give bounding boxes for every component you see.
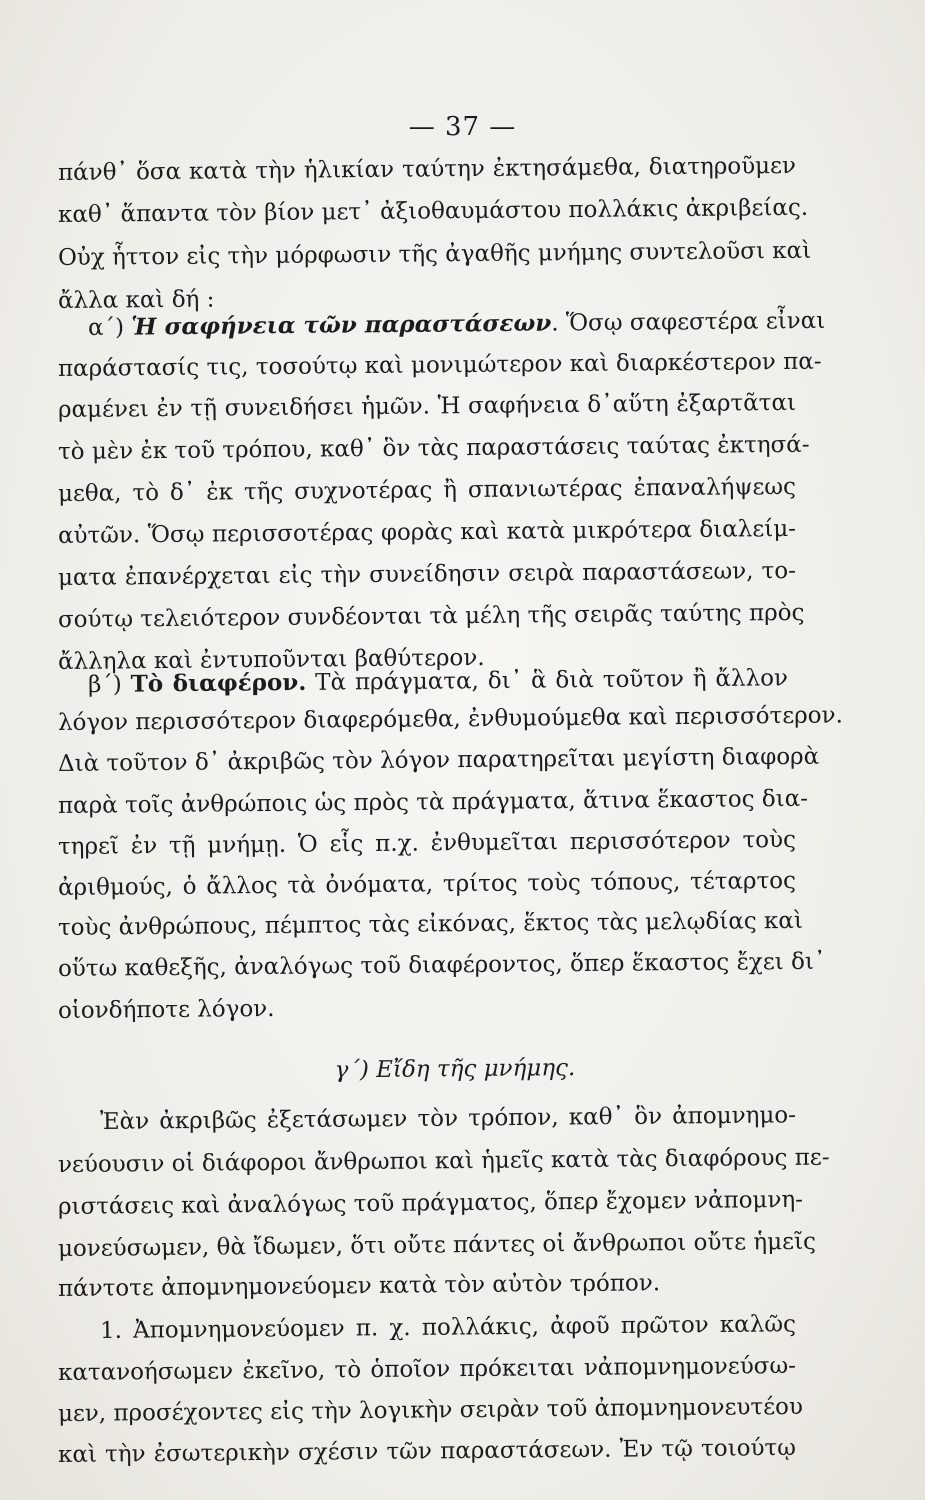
section-b-heading: Τὸ διαφέρον.	[130, 668, 307, 698]
text-line: παράστασίς τις, τοσούτῳ καὶ μονιμώτερον καὶ διαρκέστερον πα-	[57, 348, 822, 382]
section-a-heading: Ἡ σαφήνεια τῶν παραστάσεων	[131, 309, 552, 341]
text-line: τοὺς ἀνθρώπους, πέμπτος τὰς εἰκόνας, ἕκτος τὰς μελῳδίας καὶ	[57, 907, 804, 941]
text-line: καθ᾽ ἅπαντα τὸν βίον μετ᾽ ἀξιοθαυμάστου πολλάκις ἀκριβείας.	[57, 194, 809, 228]
text-line: μεθα, τὸ δ᾽ ἐκ τῆς συχνοτέρας ἢ σπανιωτέρας ἐπαναλήψεως	[57, 473, 797, 507]
section-b-line	[88, 663, 788, 700]
text-line: λόγον περισσότερον διαφερόμεθα, ἐνθυμούμεθα καὶ περισσότερον.	[57, 702, 844, 736]
section-c-heading: γ΄) Εἴδη τῆς μνήμης.	[334, 1055, 576, 1084]
text-line: μονεύσωμεν, θὰ ἴδωμεν, ὅτι οὔτε πάντες οἱ ἄνθρωποι οὔτε ἡμεῖς	[57, 1228, 817, 1262]
text-line: μεν, προσέχοντες εἰς τὴν λογικὴν σειρὰν τοῦ ἀπομνημονευτέου	[57, 1393, 804, 1427]
text-line: ἄλληλα καὶ ἐντυποῦνται βαθύτερον.	[57, 644, 485, 675]
text-line: κατανοήσωμεν ἐκεῖνο, τὸ ὁποῖον πρόκειται νἀπομνημονεύσω-	[57, 1352, 797, 1386]
text-line: σούτῳ τελειότερον συνδέονται τὰ μέλη τῆς σειρᾶς ταύτης πρὸς	[57, 599, 805, 633]
text-line: ἄλλα καὶ δή :	[57, 286, 215, 314]
section-a-marker: α΄)	[87, 314, 132, 341]
section-a-line	[87, 306, 826, 343]
text-line: Οὐχ ἧττον εἰς τὴν μόρφωσιν τῆς ἀγαθῆς μνήμης συντελοῦσι καὶ	[57, 237, 812, 271]
text-line: ραμένει ἐν τῇ συνειδήσει ἡμῶν. Ἡ σαφήνεια δ᾽αὕτη ἐξαρτᾶται	[57, 389, 797, 423]
section-b-text: Τὰ πράγματα, δι᾽ ἃ διὰ τοῦτον ἢ ἄλλον	[306, 665, 789, 696]
text-line: νεύουσιν οἱ διάφοροι ἄνθρωποι καὶ ἡμεῖς κατὰ τὰς διαφόρους πε-	[57, 1144, 830, 1178]
text-line: Διὰ τοῦτον δ᾽ ἀκριβῶς τὸν λόγον παρατηρεῖται μεγίστη διαφορὰ	[57, 743, 820, 777]
text-line: πάντοτε ἀπομνημονεύομεν κατὰ τὸν αὐτὸν τρόπον.	[57, 1270, 661, 1302]
text-line: οὕτω καθεξῆς, ἀναλόγως τοῦ διαφέροντος, ὅπερ ἕκαστος ἔχει δι᾽	[57, 948, 826, 982]
text-line: πάνθ᾽ ὅσα κατὰ τὴν ἡλικίαν ταύτην ἐκτησάμεθα, διατηροῦμεν	[57, 152, 797, 186]
text-line: οἱονδήποτε λόγον.	[57, 995, 275, 1024]
text-line: καὶ τὴν ἐσωτερικὴν σχέσιν τῶν παραστάσεων. Ἐν τῷ τοιούτῳ	[57, 1434, 797, 1468]
section-b-marker: β΄)	[87, 671, 131, 698]
text-line: 1. Ἀπομνημονεύομεν π. χ. πολλάκις, ἀφοῦ πρῶτον καλῶς	[99, 1311, 797, 1344]
text-line: τὸ μὲν ἐκ τοῦ τρόπου, καθ᾽ ὃν τὰς παραστάσεις ταύτας ἐκτησά-	[57, 431, 810, 465]
text-line: παρὰ τοῖς ἀνθρώποις ὡς πρὸς τὰ πράγματα, ἅτινα ἕκαστος δια-	[57, 785, 809, 819]
text-line: ριστάσεις καὶ ἀναλόγως τοῦ πράγματος, ὅπερ ἔχομεν νἀπομνη-	[57, 1186, 804, 1220]
text-line: τηρεῖ ἐν τῇ μνήμῃ. Ὁ εἷς π.χ. ἐνθυμεῖται περισσότερον τοὺς	[57, 826, 797, 860]
text-line: ἀριθμούς, ὁ ἄλλος τὰ ὀνόματα, τρίτος τοὺς τόπους, τέταρτος	[57, 867, 797, 901]
text-line: Ἐὰν ἀκριβῶς ἐξετάσωμεν τὸν τρόπον, καθ᾽ ὃν ἀπομνημο-	[99, 1102, 797, 1135]
section-a-text: . Ὅσῳ σαφεστέρα εἶναι	[551, 307, 826, 337]
text-line: αὐτῶν. Ὅσῳ περισσοτέρας φορὰς καὶ κατὰ μικρότερα διαλείμ-	[57, 515, 797, 549]
page-number: — 37 —	[408, 112, 517, 142]
text-line: ματα ἐπανέρχεται εἰς τὴν συνείδησιν σειρὰ παραστάσεων, το-	[57, 557, 797, 591]
